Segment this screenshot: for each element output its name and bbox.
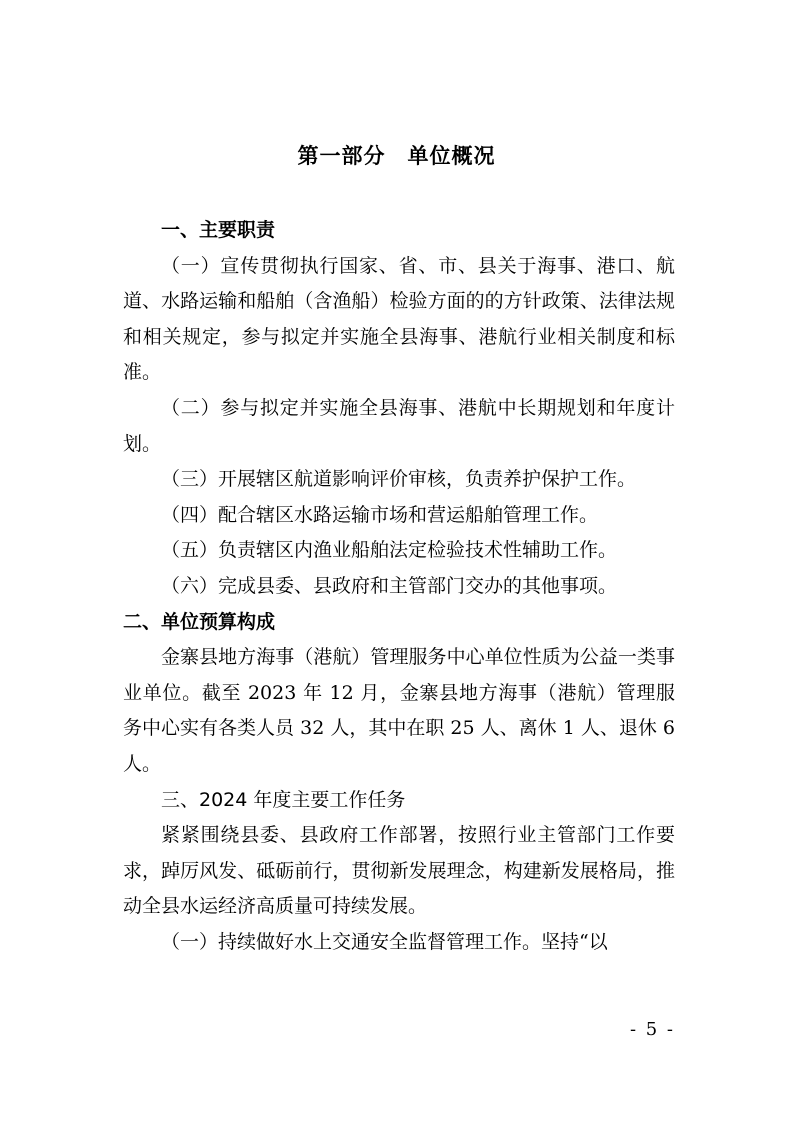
paragraph: （六）完成县委、县政府和主管部门交办的其他事项。 [161, 574, 618, 597]
paragraph: （二）参与拟定并实施全县海事、港航中长期规划和年度计划。 [123, 396, 675, 455]
paragraph: （一）宣传贯彻执行国家、省、市、县关于海事、港口、航道、水路运输和船舶（含渔船）检验方面的的方针政策、法律法规和相关规定，参与拟定并实施全县海事、港航行业相关制度和标准。 [123, 254, 675, 384]
section-heading-duties: 一、主要职责 [161, 219, 276, 241]
paragraph: （一）持续做好水上交通安全监督管理工作。坚持“以 [161, 930, 608, 953]
page-title: 第一部分 单位概况 [297, 144, 496, 168]
paragraph: （五）负责辖区内渔业船舶法定检验技术性辅助工作。 [161, 539, 618, 562]
paragraph: 紧紧围绕县委、县政府工作部署，按照行业主管部门工作要求，踔厉风发、砥砺前行，贯彻新发展理念，构建新发展格局，推动全县水运经济高质量可持续发展。 [123, 824, 675, 918]
document-body [123, 213, 675, 960]
paragraph: （四）配合辖区水路运输市场和营运船舶管理工作。 [161, 503, 599, 526]
paragraph: 金寨县地方海事（港航）管理服务中心单位性质为公益一类事业单位。截至 2023 年 12 月，金寨县地方海事（港航）管理服务中心实有各类人员 32 人，其中在职 25 人、离休 1 人、退休 6 人。 [123, 646, 675, 775]
page-number: - 5 - [629, 1019, 675, 1040]
section-heading-tasks: 三、2024 年度主要工作任务 [161, 788, 406, 811]
section-heading-budget: 二、单位预算构成 [123, 610, 276, 633]
paragraph: （三）开展辖区航道影响评价审核，负责养护保护工作。 [161, 468, 637, 491]
